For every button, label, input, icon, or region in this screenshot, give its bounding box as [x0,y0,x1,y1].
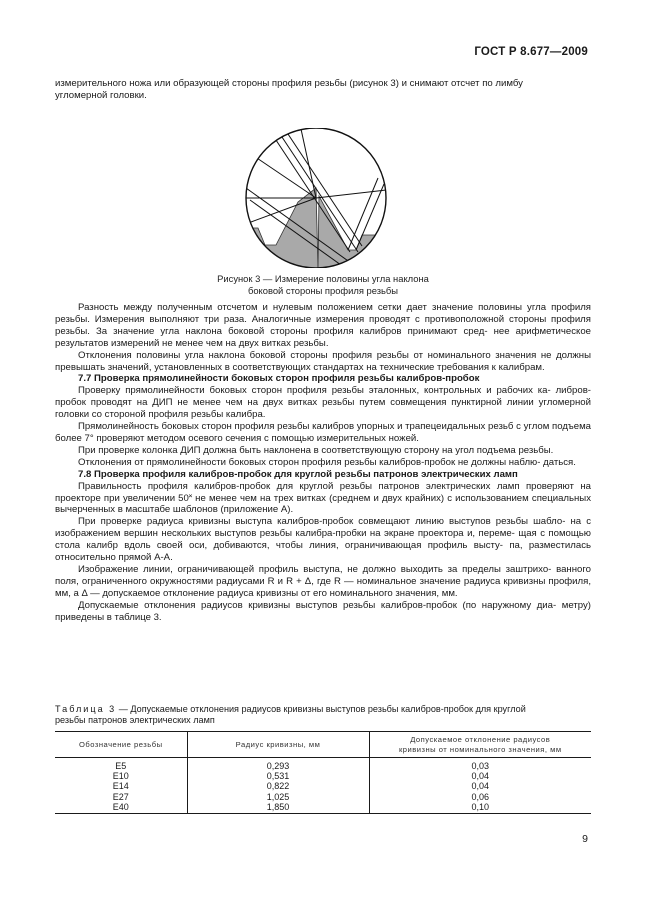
intro-line: измерительного ножа или образующей стороны профиля резьбы (рисунок 3) и снимают отсчет по лимбу [55,78,523,89]
text-line: должны превышать значений, установленных в соответствующих стандартах на технические требования к [55,349,591,373]
standard-code: ГОСТ Р 8.677—2009 [474,46,588,58]
paragraph [55,421,591,445]
cell-tolerance: 0,03 [369,758,591,772]
text-line: Изображение линии, ограничивающей профиль выступа, не должно выходить за пределы заштрихо- [78,563,552,575]
text-line: на проекторе при увеличении 50˟ не менее чем на трех витках (среднем и двух крайних) с использованием [55,480,591,504]
text-line: специальных вычерченных в масштабе шаблонов (приложение А). [55,492,591,516]
table-row [55,781,591,791]
col-header-tolerance [369,732,591,758]
table-row [55,802,591,814]
text-line: либров-пробок проводят на ДИП не менее чем на двух витках резьбы путем совмещения пунктирной линии [55,385,591,409]
text-line: нее арифметическое результатов измерений не менее чем на двух витках резьбы. [55,325,592,349]
section-heading-7-7: 7.7 Проверка прямолинейности боковых сторон профиля резьбы калибров-пробок [78,373,480,385]
text-line: Допускаемые отклонения радиусов кривизны выступов резьбы калибров-пробок (по наружному диа- [78,599,557,611]
figure-caption [180,273,466,296]
text-line: углом подъема более 7° проверяют методом осевого сечения с помощью измерительных ножей. [55,421,591,444]
table-caption-line2: резьбы патронов электрических ламп [55,715,215,726]
text-line: угломерной головки со стороной профиля резьбы калибра. [55,397,591,421]
table-row [55,758,591,772]
cell-tolerance: 0,10 [369,802,591,814]
text-line: даться. [543,456,576,468]
text-line: профиля резьбы. Измерения выполняют три раза. Аналогичные измерения проводят с противоположной [55,302,591,325]
thread-profile-diagram [238,128,394,268]
col-header-tolerance-line: Допускаемое отклонение радиусов [410,735,551,744]
text-line: стороны профиля резьбы. За значение угла наклона боковой стороны профиля калибров принимают сред- [55,313,591,337]
intro-paragraph [55,78,591,102]
cell-designation: E5 [55,758,187,772]
text-line: па, разместилась относительно прямой А-А. [55,540,591,564]
cell-designation: E14 [55,781,187,791]
table-caption-text: — Допускаемые отклонения радиусов кривизны выступов резьбы калибров-пробок для круглой [116,704,526,714]
cell-radius: 1,850 [187,802,369,814]
paragraph [55,385,591,421]
text-line: калибрам. [498,361,545,373]
table-caption [55,704,591,727]
text-line: При проверке радиуса кривизны выступа калибров-пробок совмещают линию выступов резьбы шабло- [78,516,566,528]
paragraph [55,445,591,457]
figure-caption-line: Рисунок 3 — Измерение половины угла наклона [217,273,429,284]
cell-designation: E10 [55,771,187,781]
figure-3 [238,128,394,273]
paragraph [55,564,591,600]
figure-caption-line: боковой стороны профиля резьбы [247,284,399,296]
text-line: значения, мм. [395,587,458,599]
page-number: 9 [582,833,588,845]
tolerance-table [55,731,591,814]
text-line: Отклонения половины угла наклона боковой стороны профиля резьбы от номинального значения не [78,349,552,361]
text-line: Правильность профиля калибров-пробок для круглой резьбы патронов электрических ламп проверяют [78,480,574,492]
text-line: резьбы. [518,444,554,456]
col-header-designation: Обозначение резьбы [55,732,187,758]
text-line: Отклонения от прямолинейности боковых сторон профиля резьбы калибров-пробок не должны наблю- [78,456,541,468]
text-line: на с изображением вершин нескольких выступов резьбы калибра-пробки на экране проектора и, переме- [55,516,591,540]
table-header-row [55,732,591,758]
text-line: Проверку прямолинейности боковых сторон профиля резьбы эталонных, контрольных и рабочих ка- [78,385,551,397]
text-line: ванного поля, ограниченного окружностями радиусами R и R + Δ, где R — номинальное значение [55,563,591,587]
col-header-radius: Радиус кривизны, мм [187,732,369,758]
paragraph [55,457,591,469]
body-text [55,302,591,623]
col-header-tolerance-line: кривизны от номинального значения, мм [398,744,562,754]
cell-tolerance: 0,04 [369,771,591,781]
intro-line: угломерной головки. [55,89,147,101]
text-line: При проверке колонка ДИП должна быть наклонена в соответствующую сторону на угол подъема [78,444,516,456]
paragraph [55,516,591,564]
cell-tolerance: 0,06 [369,792,591,802]
cell-radius: 1,025 [187,792,369,802]
paragraph [55,350,591,374]
cell-radius: 0,293 [187,758,369,772]
paragraph [55,302,591,350]
cell-radius: 0,822 [187,781,369,791]
cell-tolerance: 0,04 [369,781,591,791]
paragraph [55,600,591,624]
cell-designation: E40 [55,802,187,814]
cell-radius: 0,531 [187,771,369,781]
text-line: метру) приведены в таблице 3. [55,599,591,623]
text-line: Разность между полученным отсчетом и нулевым положением сетки дает значение половины угла [78,302,547,313]
text-line: щая с помощью стола калибр вдоль своей оси, добиваются, чтобы линия, ограничивающая профиль высту- [55,528,591,552]
text-line: радиуса кривизны профиля, мм, а Δ — допускаемое отклонение радиуса кривизны от его номинального [55,575,591,599]
text-line: Прямолинейность боковых сторон профиля резьбы калибров упорных и трапецеидальных резьб с [78,421,521,433]
paragraph [55,481,591,517]
table-row [55,792,591,802]
section-heading-7-8: 7.8 Проверка профиля калибров-пробок для круглой резьбы патронов электрических ламп [78,468,518,480]
cell-designation: E27 [55,792,187,802]
table-caption-lead: Таблица 3 [55,704,117,714]
table-row [55,771,591,781]
